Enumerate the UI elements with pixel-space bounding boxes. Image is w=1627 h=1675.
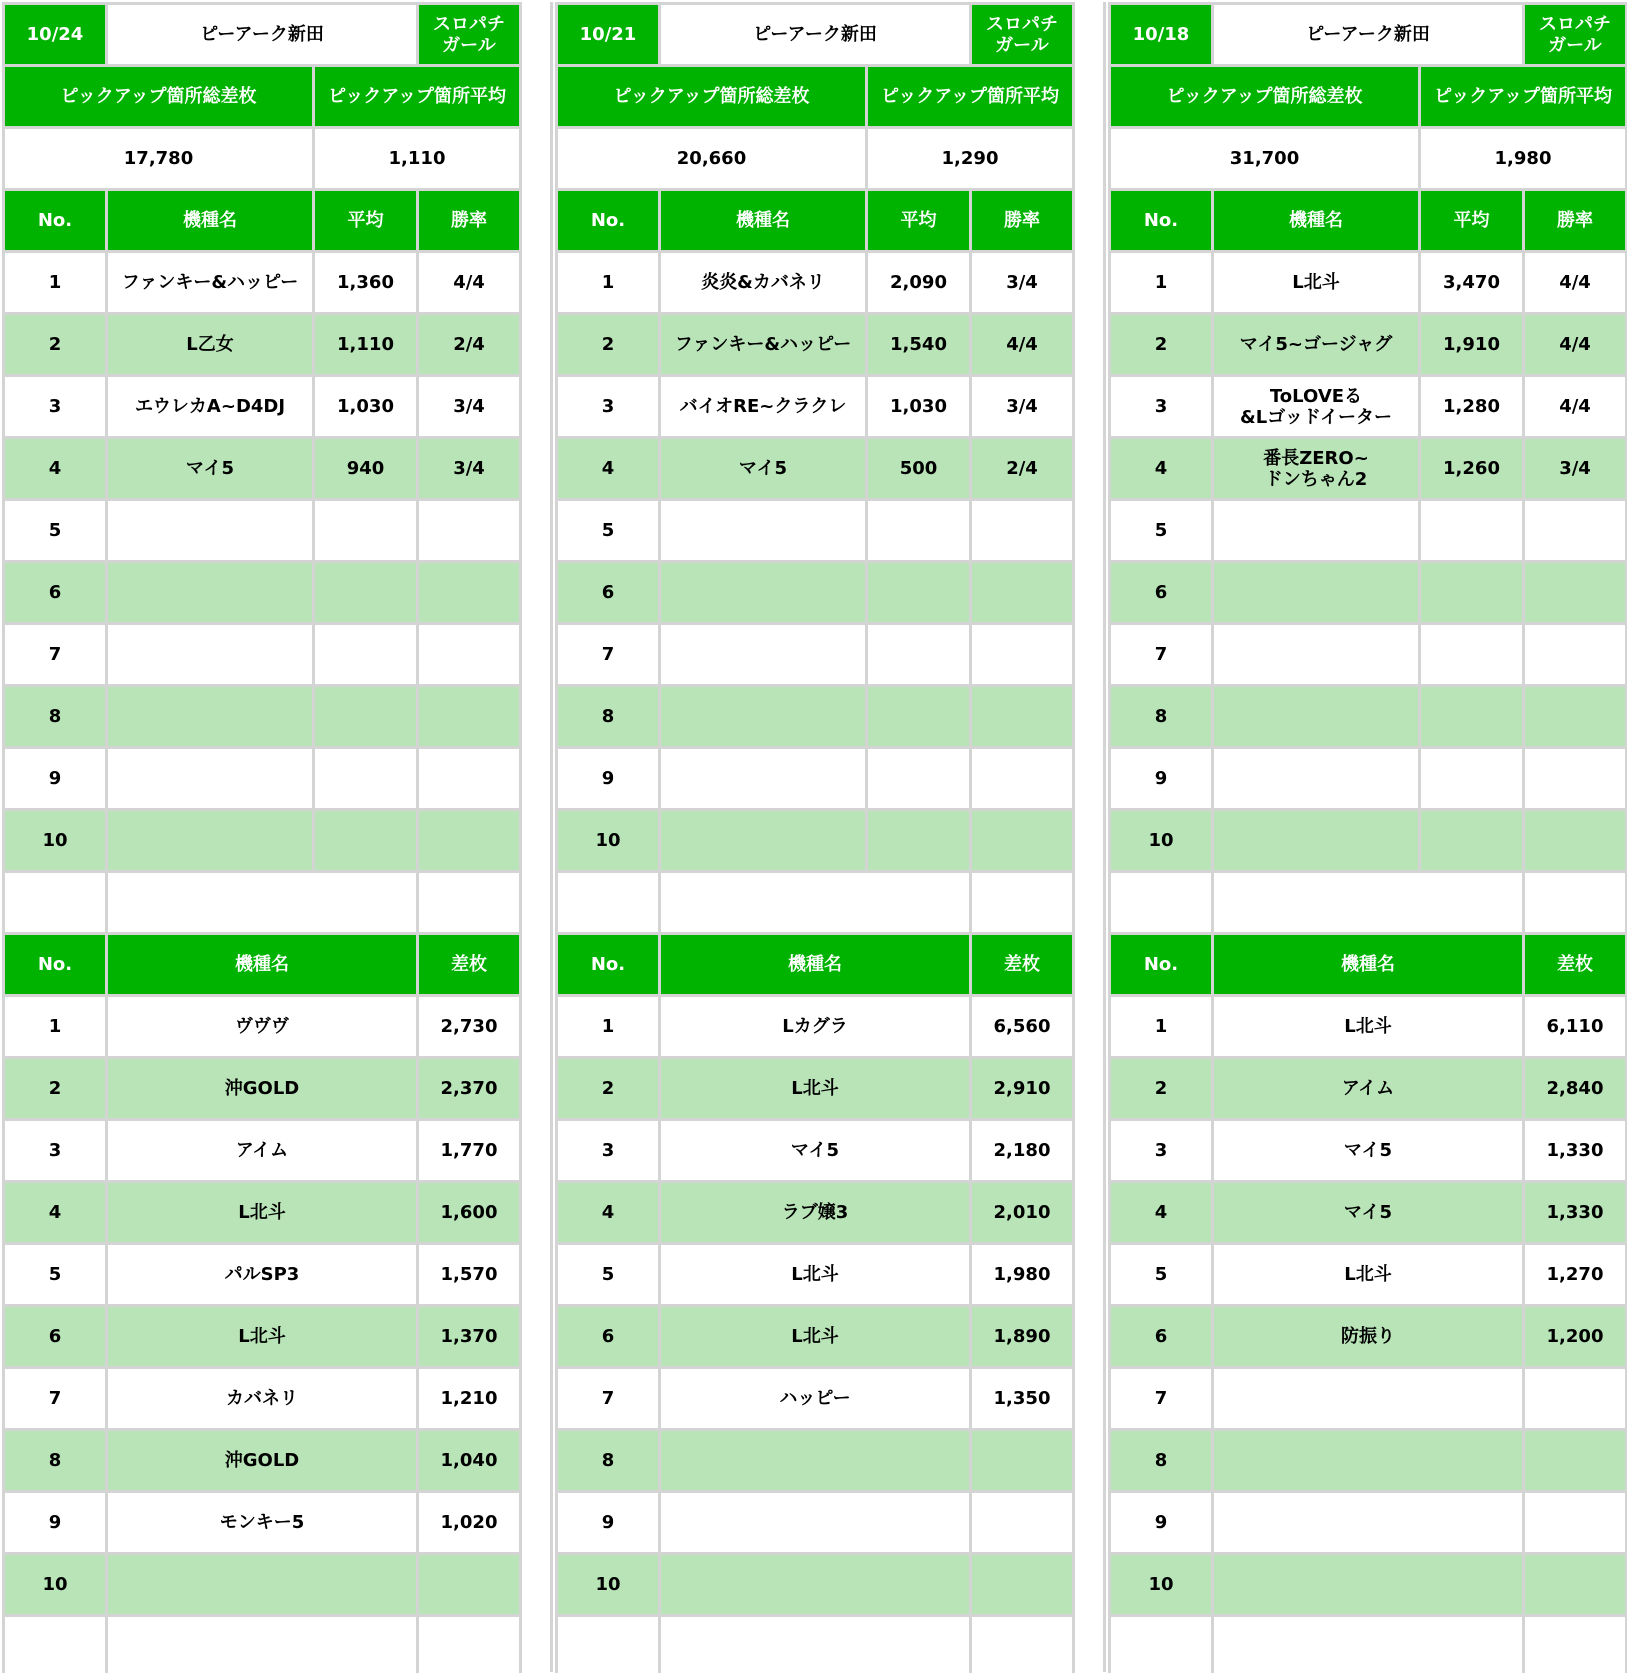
pickup-machine: 炎炎&カバネリ xyxy=(661,253,865,312)
unit-diff xyxy=(972,1493,1072,1552)
unit-diff xyxy=(972,1555,1072,1614)
pickup-winrate xyxy=(972,749,1072,808)
unit-no: 10 xyxy=(1111,1555,1211,1614)
pickup-no: 10 xyxy=(558,811,658,870)
pickup-header-machine: 機種名 xyxy=(661,191,865,250)
date-label: 10/21 xyxy=(558,5,658,64)
pickup-no: 10 xyxy=(5,811,105,870)
pickup-machine xyxy=(108,811,312,870)
pickup-machine: ToLOVEる &Lゴッドイーター xyxy=(1214,377,1418,436)
pickup-no: 1 xyxy=(5,253,105,312)
pickup-no: 8 xyxy=(5,687,105,746)
pickup-no: 5 xyxy=(5,501,105,560)
spacer-cell xyxy=(661,1617,969,1673)
pickup-winrate xyxy=(419,749,519,808)
pickup-average xyxy=(315,749,416,808)
pickup-header-no: No. xyxy=(1111,191,1211,250)
pickup-average: 500 xyxy=(868,439,969,498)
average-value: 1,980 xyxy=(1421,129,1625,188)
unit-machine: マイ5 xyxy=(1214,1183,1522,1242)
unit-no: 4 xyxy=(558,1183,658,1242)
unit-diff: 1,600 xyxy=(419,1183,519,1242)
pickup-winrate xyxy=(1525,687,1625,746)
pickup-average: 3,470 xyxy=(1421,253,1522,312)
unit-machine: 沖GOLD xyxy=(108,1431,416,1490)
pickup-winrate: 3/4 xyxy=(1525,439,1625,498)
spacer-cell xyxy=(1214,873,1522,932)
unit-no: 5 xyxy=(5,1245,105,1304)
unit-no: 9 xyxy=(5,1493,105,1552)
spacer-cell xyxy=(1111,873,1211,932)
unit-no: 10 xyxy=(558,1555,658,1614)
unit-machine: パルSP3 xyxy=(108,1245,416,1304)
spacer-cell xyxy=(661,873,969,932)
unit-no: 2 xyxy=(5,1059,105,1118)
pickup-no: 7 xyxy=(5,625,105,684)
unit-no: 6 xyxy=(558,1307,658,1366)
unit-no: 1 xyxy=(5,997,105,1056)
units-header-no: No. xyxy=(5,935,105,994)
spacer-cell xyxy=(419,873,519,932)
unit-machine: アイム xyxy=(1214,1059,1522,1118)
spacer-cell xyxy=(972,873,1072,932)
pickup-no: 7 xyxy=(558,625,658,684)
total-diff-label: ピックアップ箇所総差枚 xyxy=(1111,67,1418,126)
unit-machine xyxy=(661,1555,969,1614)
pickup-machine: L乙女 xyxy=(108,315,312,374)
unit-no: 7 xyxy=(5,1369,105,1428)
pickup-header-machine: 機種名 xyxy=(108,191,312,250)
pickup-winrate: 2/4 xyxy=(419,315,519,374)
pickup-machine xyxy=(1214,749,1418,808)
unit-diff: 1,570 xyxy=(419,1245,519,1304)
unit-diff xyxy=(1525,1369,1625,1428)
unit-machine: 沖GOLD xyxy=(108,1059,416,1118)
pickup-header-no: No. xyxy=(5,191,105,250)
media-label: スロパチ ガール xyxy=(419,5,519,64)
unit-no: 7 xyxy=(1111,1369,1211,1428)
panel-separator xyxy=(1072,2,1106,1672)
unit-diff: 1,020 xyxy=(419,1493,519,1552)
spacer-cell xyxy=(1214,1617,1522,1673)
pickup-average: 1,360 xyxy=(315,253,416,312)
pickup-no: 5 xyxy=(1111,501,1211,560)
pickup-machine: L北斗 xyxy=(1214,253,1418,312)
date-panel-2 xyxy=(1108,2,1627,1673)
pickup-no: 6 xyxy=(1111,563,1211,622)
units-header-no: No. xyxy=(1111,935,1211,994)
pickup-machine xyxy=(108,687,312,746)
unit-diff: 6,560 xyxy=(972,997,1072,1056)
unit-no: 6 xyxy=(1111,1307,1211,1366)
unit-diff: 1,210 xyxy=(419,1369,519,1428)
unit-machine: Lカグラ xyxy=(661,997,969,1056)
pickup-machine xyxy=(661,563,865,622)
units-header-diff: 差枚 xyxy=(1525,935,1625,994)
spacer-cell xyxy=(558,873,658,932)
pickup-machine xyxy=(661,749,865,808)
unit-no: 3 xyxy=(558,1121,658,1180)
unit-machine xyxy=(1214,1555,1522,1614)
pickup-average xyxy=(868,563,969,622)
pickup-header-average: 平均 xyxy=(868,191,969,250)
pickup-header-winrate: 勝率 xyxy=(1525,191,1625,250)
pickup-no: 2 xyxy=(1111,315,1211,374)
pickup-machine: マイ5 xyxy=(661,439,865,498)
pickup-no: 1 xyxy=(558,253,658,312)
pickup-winrate xyxy=(972,625,1072,684)
pickup-average: 2,090 xyxy=(868,253,969,312)
pickup-machine xyxy=(661,625,865,684)
pickup-average: 1,910 xyxy=(1421,315,1522,374)
pickup-winrate: 3/4 xyxy=(972,253,1072,312)
pickup-average xyxy=(315,811,416,870)
pickup-average xyxy=(1421,749,1522,808)
unit-no: 2 xyxy=(558,1059,658,1118)
pickup-machine xyxy=(108,625,312,684)
date-label: 10/24 xyxy=(5,5,105,64)
unit-diff: 2,370 xyxy=(419,1059,519,1118)
unit-machine xyxy=(108,1555,416,1614)
pickup-average: 1,280 xyxy=(1421,377,1522,436)
total-diff-label: ピックアップ箇所総差枚 xyxy=(558,67,865,126)
pickup-winrate xyxy=(419,625,519,684)
spacer-cell xyxy=(108,873,416,932)
pickup-average: 1,540 xyxy=(868,315,969,374)
unit-machine: L北斗 xyxy=(108,1183,416,1242)
unit-machine: カバネリ xyxy=(108,1369,416,1428)
unit-diff xyxy=(1525,1493,1625,1552)
average-label: ピックアップ箇所平均 xyxy=(868,67,1072,126)
unit-machine xyxy=(661,1493,969,1552)
pickup-machine: マイ5~ゴージャグ xyxy=(1214,315,1418,374)
unit-no: 9 xyxy=(1111,1493,1211,1552)
unit-diff xyxy=(972,1431,1072,1490)
unit-machine: L北斗 xyxy=(1214,1245,1522,1304)
pickup-average xyxy=(868,811,969,870)
unit-diff: 1,370 xyxy=(419,1307,519,1366)
average-value: 1,290 xyxy=(868,129,1072,188)
pickup-winrate: 4/4 xyxy=(419,253,519,312)
pickup-winrate xyxy=(1525,811,1625,870)
unit-no: 1 xyxy=(558,997,658,1056)
pickup-no: 3 xyxy=(558,377,658,436)
unit-no: 8 xyxy=(558,1431,658,1490)
unit-machine: モンキー5 xyxy=(108,1493,416,1552)
pickup-no: 4 xyxy=(1111,439,1211,498)
total-diff-label: ピックアップ箇所総差枚 xyxy=(5,67,312,126)
pickup-average xyxy=(315,563,416,622)
spacer-cell xyxy=(108,1617,416,1673)
unit-diff: 2,840 xyxy=(1525,1059,1625,1118)
pickup-header-winrate: 勝率 xyxy=(972,191,1072,250)
unit-diff: 1,330 xyxy=(1525,1121,1625,1180)
media-label: スロパチ ガール xyxy=(972,5,1072,64)
store-name: ピーアーク新田 xyxy=(1214,5,1522,64)
pickup-winrate xyxy=(1525,749,1625,808)
pickup-winrate: 4/4 xyxy=(1525,253,1625,312)
units-header-machine: 機種名 xyxy=(1214,935,1522,994)
unit-machine: L北斗 xyxy=(108,1307,416,1366)
units-header-machine: 機種名 xyxy=(108,935,416,994)
unit-no: 10 xyxy=(5,1555,105,1614)
pickup-winrate xyxy=(1525,563,1625,622)
unit-diff: 2,180 xyxy=(972,1121,1072,1180)
pickup-no: 2 xyxy=(5,315,105,374)
pickup-average: 1,110 xyxy=(315,315,416,374)
units-header-diff: 差枚 xyxy=(972,935,1072,994)
average-label: ピックアップ箇所平均 xyxy=(315,67,519,126)
pickup-no: 3 xyxy=(5,377,105,436)
pickup-average: 940 xyxy=(315,439,416,498)
pickup-machine xyxy=(1214,625,1418,684)
pickup-machine: ファンキー&ハッピー xyxy=(661,315,865,374)
pickup-no: 4 xyxy=(5,439,105,498)
spacer-cell xyxy=(419,1617,519,1673)
pickup-machine: エウレカA~D4DJ xyxy=(108,377,312,436)
pickup-average xyxy=(868,687,969,746)
pickup-average xyxy=(1421,563,1522,622)
pickup-winrate xyxy=(419,687,519,746)
pickup-machine xyxy=(108,501,312,560)
pickup-machine: バイオRE~クラクレ xyxy=(661,377,865,436)
units-header-machine: 機種名 xyxy=(661,935,969,994)
unit-diff: 2,730 xyxy=(419,997,519,1056)
pickup-header-average: 平均 xyxy=(1421,191,1522,250)
pickup-no: 4 xyxy=(558,439,658,498)
spacer-cell xyxy=(558,1617,658,1673)
pickup-no: 3 xyxy=(1111,377,1211,436)
unit-no: 3 xyxy=(1111,1121,1211,1180)
unit-diff: 1,330 xyxy=(1525,1183,1625,1242)
unit-no: 5 xyxy=(558,1245,658,1304)
unit-machine: L北斗 xyxy=(661,1245,969,1304)
pickup-no: 9 xyxy=(558,749,658,808)
unit-machine: アイム xyxy=(108,1121,416,1180)
unit-diff: 1,270 xyxy=(1525,1245,1625,1304)
unit-diff: 1,890 xyxy=(972,1307,1072,1366)
pickup-average xyxy=(868,749,969,808)
pickup-winrate xyxy=(1525,501,1625,560)
pickup-no: 6 xyxy=(5,563,105,622)
pickup-machine xyxy=(108,749,312,808)
pickup-average xyxy=(868,501,969,560)
pickup-no: 7 xyxy=(1111,625,1211,684)
date-panel-0 xyxy=(2,2,522,1673)
unit-diff: 2,910 xyxy=(972,1059,1072,1118)
average-value: 1,110 xyxy=(315,129,519,188)
pickup-winrate: 2/4 xyxy=(972,439,1072,498)
spacer-cell xyxy=(5,1617,105,1673)
pickup-machine xyxy=(661,687,865,746)
unit-no: 8 xyxy=(1111,1431,1211,1490)
pickup-header-no: No. xyxy=(558,191,658,250)
total-diff-value: 20,660 xyxy=(558,129,865,188)
pickup-winrate: 4/4 xyxy=(1525,315,1625,374)
pickup-machine: ファンキー&ハッピー xyxy=(108,253,312,312)
pickup-machine xyxy=(661,501,865,560)
unit-diff: 1,980 xyxy=(972,1245,1072,1304)
pickup-average xyxy=(315,687,416,746)
unit-machine xyxy=(1214,1369,1522,1428)
pickup-no: 10 xyxy=(1111,811,1211,870)
spacer-cell xyxy=(1525,873,1625,932)
unit-machine: マイ5 xyxy=(1214,1121,1522,1180)
unit-diff xyxy=(1525,1431,1625,1490)
unit-machine: ヴヴヴ xyxy=(108,997,416,1056)
unit-machine: ハッピー xyxy=(661,1369,969,1428)
pickup-winrate xyxy=(972,563,1072,622)
pickup-average xyxy=(868,625,969,684)
pickup-machine xyxy=(1214,563,1418,622)
pickup-average xyxy=(315,625,416,684)
pickup-average xyxy=(1421,687,1522,746)
unit-machine: L北斗 xyxy=(661,1307,969,1366)
spacer-cell xyxy=(5,873,105,932)
pickup-machine xyxy=(1214,501,1418,560)
pickup-winrate: 4/4 xyxy=(972,315,1072,374)
pickup-winrate xyxy=(419,811,519,870)
spacer-cell xyxy=(1111,1617,1211,1673)
store-name: ピーアーク新田 xyxy=(661,5,969,64)
average-label: ピックアップ箇所平均 xyxy=(1421,67,1625,126)
pickup-no: 6 xyxy=(558,563,658,622)
total-diff-value: 31,700 xyxy=(1111,129,1418,188)
pickup-winrate: 3/4 xyxy=(972,377,1072,436)
pickup-winrate: 4/4 xyxy=(1525,377,1625,436)
unit-diff: 1,200 xyxy=(1525,1307,1625,1366)
unit-diff xyxy=(1525,1555,1625,1614)
unit-machine: L北斗 xyxy=(1214,997,1522,1056)
unit-no: 2 xyxy=(1111,1059,1211,1118)
pickup-average: 1,030 xyxy=(868,377,969,436)
pickup-winrate xyxy=(419,501,519,560)
unit-no: 3 xyxy=(5,1121,105,1180)
unit-machine: L北斗 xyxy=(661,1059,969,1118)
pickup-no: 8 xyxy=(558,687,658,746)
unit-diff: 1,040 xyxy=(419,1431,519,1490)
unit-no: 4 xyxy=(5,1183,105,1242)
pickup-machine xyxy=(1214,811,1418,870)
pickup-no: 8 xyxy=(1111,687,1211,746)
pickup-machine xyxy=(1214,687,1418,746)
pickup-no: 9 xyxy=(5,749,105,808)
date-panel-1 xyxy=(555,2,1075,1673)
pickup-winrate xyxy=(972,811,1072,870)
pickup-header-machine: 機種名 xyxy=(1214,191,1418,250)
unit-machine: マイ5 xyxy=(661,1121,969,1180)
unit-no: 8 xyxy=(5,1431,105,1490)
pickup-average xyxy=(315,501,416,560)
pickup-winrate xyxy=(1525,625,1625,684)
unit-diff xyxy=(419,1555,519,1614)
pickup-machine: マイ5 xyxy=(108,439,312,498)
unit-diff: 6,110 xyxy=(1525,997,1625,1056)
pickup-average xyxy=(1421,811,1522,870)
pickup-no: 9 xyxy=(1111,749,1211,808)
spacer-cell xyxy=(1525,1617,1625,1673)
unit-no: 5 xyxy=(1111,1245,1211,1304)
unit-no: 4 xyxy=(1111,1183,1211,1242)
unit-no: 7 xyxy=(558,1369,658,1428)
unit-no: 6 xyxy=(5,1307,105,1366)
pickup-winrate: 3/4 xyxy=(419,439,519,498)
pickup-header-average: 平均 xyxy=(315,191,416,250)
store-name: ピーアーク新田 xyxy=(108,5,416,64)
pickup-machine xyxy=(661,811,865,870)
spacer-cell xyxy=(972,1617,1072,1673)
unit-no: 9 xyxy=(558,1493,658,1552)
unit-no: 1 xyxy=(1111,997,1211,1056)
pickup-winrate xyxy=(419,563,519,622)
panel-separator xyxy=(519,2,553,1672)
units-header-no: No. xyxy=(558,935,658,994)
pickup-average xyxy=(1421,501,1522,560)
units-header-diff: 差枚 xyxy=(419,935,519,994)
unit-machine xyxy=(1214,1431,1522,1490)
pickup-winrate xyxy=(972,501,1072,560)
unit-diff: 2,010 xyxy=(972,1183,1072,1242)
unit-machine xyxy=(661,1431,969,1490)
pickup-average xyxy=(1421,625,1522,684)
media-label: スロパチ ガール xyxy=(1525,5,1625,64)
unit-machine xyxy=(1214,1493,1522,1552)
pickup-machine: 番長ZERO~ ドンちゃん2 xyxy=(1214,439,1418,498)
pickup-machine xyxy=(108,563,312,622)
total-diff-value: 17,780 xyxy=(5,129,312,188)
pickup-no: 5 xyxy=(558,501,658,560)
unit-machine: ラブ嬢3 xyxy=(661,1183,969,1242)
unit-diff: 1,350 xyxy=(972,1369,1072,1428)
pickup-header-winrate: 勝率 xyxy=(419,191,519,250)
pickup-average: 1,260 xyxy=(1421,439,1522,498)
pickup-winrate: 3/4 xyxy=(419,377,519,436)
pickup-no: 1 xyxy=(1111,253,1211,312)
date-label: 10/18 xyxy=(1111,5,1211,64)
unit-machine: 防振り xyxy=(1214,1307,1522,1366)
pickup-average: 1,030 xyxy=(315,377,416,436)
pickup-no: 2 xyxy=(558,315,658,374)
pickup-winrate xyxy=(972,687,1072,746)
unit-diff: 1,770 xyxy=(419,1121,519,1180)
